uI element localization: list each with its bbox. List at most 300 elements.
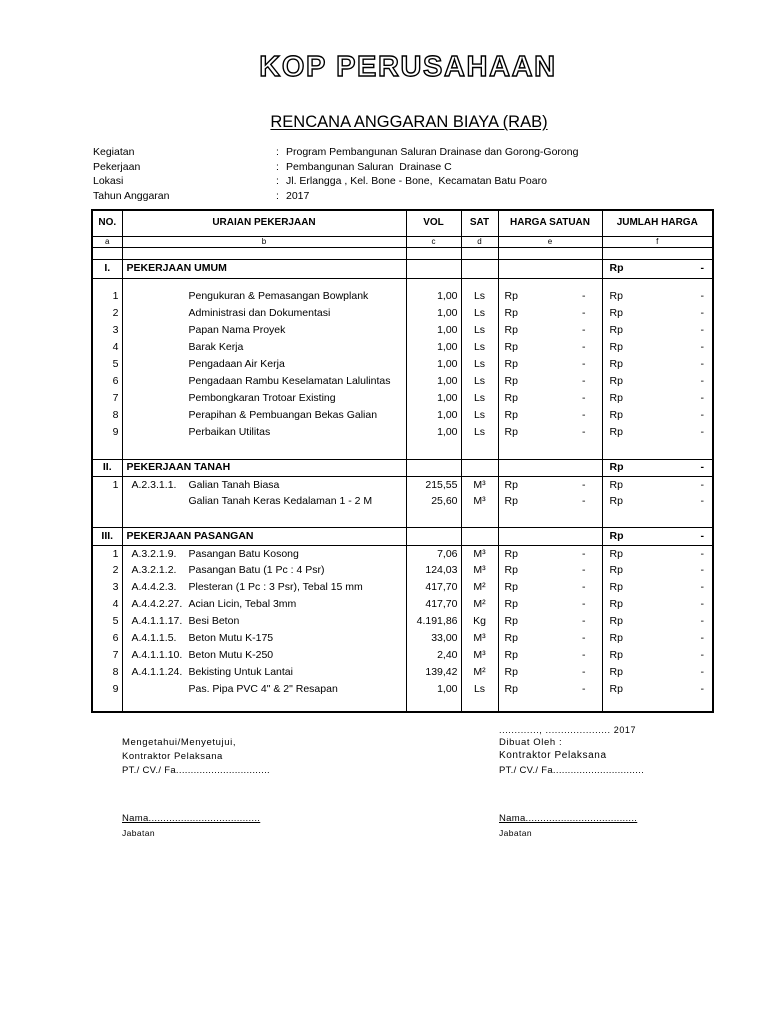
info-value: Pembangunan Saluran Drainase C [286,160,452,173]
currency-label: Rp [609,324,623,337]
currency-label: Rp [504,666,518,679]
currency-label: Rp [609,615,623,628]
item-total-price-wrap [603,633,713,644]
item-unit: Ls [461,356,498,373]
item-unit-price [498,493,602,510]
item-number: 9 [92,424,122,441]
currency-label: Rp [504,478,518,491]
item-total-price-wrap [603,582,713,593]
item-unit-price [498,630,602,647]
empty-cell [122,698,406,712]
item-total-price [602,322,713,339]
item-description-cell [122,613,406,630]
currency-label: Rp [609,375,623,388]
section-total-wrap [603,263,713,274]
item-unit-price [498,339,602,356]
item-total-price [602,424,713,441]
currency-label: Rp [609,426,623,439]
currency-label: Rp [609,666,623,679]
info-separator: : [276,160,279,173]
item-unit: M³ [461,647,498,664]
item-description: Galian Tanah Keras Kedalaman 1 - 2 M [188,495,373,508]
item-volume: 33,00 [406,630,461,647]
info-separator: : [276,190,279,203]
currency-label: Rp [609,495,623,508]
prepared-by-position: Jabatan [499,828,533,838]
currency-label: Rp [504,683,518,696]
item-total-price-wrap [603,650,713,661]
item-number: 1 [92,545,122,562]
prepared-by-role: Kontraktor Pelaksana [499,750,607,761]
item-total-price [602,373,713,390]
table-row [92,424,713,441]
item-volume: 2,40 [406,647,461,664]
column-letter: f [602,236,713,247]
currency-label: Rp [609,262,624,275]
item-unit: Ls [461,424,498,441]
currency-label: Rp [609,547,623,560]
amount-value: - [582,307,586,320]
prepared-by-company: PT./ CV./ Fa............................... [499,765,645,776]
amount-value: - [700,358,704,371]
item-number: 5 [92,356,122,373]
amount-value: - [582,547,586,560]
item-volume: 1,00 [406,305,461,322]
blank-row [92,247,713,259]
item-volume: 1,00 [406,681,461,698]
item-code: A.3.2.1.9. [131,547,177,560]
item-unit-price [498,373,602,390]
item-number: 3 [92,579,122,596]
item-total-price [602,305,713,322]
currency-label: Rp [504,341,518,354]
item-unit-price-wrap [499,633,602,644]
table-row [92,305,713,322]
item-total-price [602,562,713,579]
item-code: A.4.1.1.24. [131,666,183,679]
item-number: 2 [92,562,122,579]
item-unit-price [498,390,602,407]
item-total-price-wrap [603,496,713,507]
info-row-kegiatan [93,145,578,160]
item-unit-price-wrap [499,616,602,627]
item-description-cell [122,390,406,407]
item-total-price-wrap [603,308,713,319]
item-unit-price-wrap [499,496,602,507]
section-total [602,459,713,476]
item-description-cell [122,305,406,322]
item-number: 6 [92,630,122,647]
item-code: A.4.1.1.10. [131,649,183,662]
column-letter: c [406,236,461,247]
item-description-cell [122,373,406,390]
empty-cell [498,259,602,278]
project-info [93,145,578,204]
amount-value: - [700,632,704,645]
item-description: Perapihan & Pembuangan Bekas Galian [188,409,378,422]
info-row-pekerjaan [93,160,578,175]
item-unit: M² [461,596,498,613]
item-description: Besi Beton [188,615,240,628]
item-number: 2 [92,305,122,322]
empty-cell [406,247,461,259]
empty-cell [498,278,602,288]
item-total-price [602,476,713,493]
currency-label: Rp [609,290,623,303]
item-number: 8 [92,664,122,681]
currency-label: Rp [609,461,624,474]
item-unit-price-wrap [499,393,602,404]
currency-label: Rp [609,409,623,422]
item-total-price [602,493,713,510]
item-unit: Ls [461,339,498,356]
item-code: A.4.4.2.27. [131,598,183,611]
empty-cell [602,510,713,527]
item-description: Pengadaan Air Kerja [188,358,285,371]
item-total-price [602,664,713,681]
item-code: A.2.3.1.1. [131,478,177,491]
place-date-line: ............., ..................... 2017 [499,725,637,735]
empty-cell [406,510,461,527]
empty-cell [92,247,122,259]
empty-cell [498,698,602,712]
empty-cell [498,459,602,476]
item-number [92,493,122,510]
section-title: PEKERJAAN PASANGAN [122,527,406,545]
currency-label: Rp [504,290,518,303]
item-total-price [602,407,713,424]
currency-label: Rp [504,358,518,371]
approval-company: PT./ CV./ Fa................................ [122,765,270,776]
empty-cell [461,527,498,545]
empty-cell [406,441,461,459]
spacer-row [92,698,713,712]
amount-value: - [700,615,704,628]
amount-value: - [582,409,586,422]
item-description: Papan Nama Proyek [188,324,286,337]
item-description-cell [122,681,406,698]
item-code: A.4.4.2.3. [131,581,177,594]
currency-label: Rp [504,409,518,422]
item-description-cell [122,493,406,510]
info-value: Jl. Erlangga , Kel. Bone - Bone, Kecamatan Batu Poaro [286,175,547,188]
amount-value: - [700,529,704,542]
empty-cell [498,510,602,527]
amount-value: - [700,375,704,388]
item-total-price [602,288,713,305]
empty-cell [122,441,406,459]
item-total-price-wrap [603,325,713,336]
amount-value: - [582,666,586,679]
table-row [92,356,713,373]
item-volume: 1,00 [406,339,461,356]
empty-cell [461,510,498,527]
section-total-wrap [603,531,713,542]
section-total-wrap [603,462,713,473]
item-total-price [602,356,713,373]
item-number: 5 [92,613,122,630]
item-volume: 124,03 [406,562,461,579]
amount-value: - [700,290,704,303]
item-description: Administrasi dan Dokumentasi [188,307,331,320]
amount-value: - [582,375,586,388]
currency-label: Rp [504,564,518,577]
item-description: Perbaikan Utilitas [188,426,271,439]
item-description: Pembongkaran Trotoar Existing [188,392,336,405]
item-description: Beton Mutu K-175 [188,632,274,645]
item-unit-price-wrap [499,684,602,695]
item-total-price-wrap [603,616,713,627]
amount-value: - [700,461,704,474]
empty-cell [406,698,461,712]
empty-cell [92,510,122,527]
table-row [92,322,713,339]
item-unit-price [498,476,602,493]
item-description: Galian Tanah Biasa [188,478,280,491]
item-total-price-wrap [603,684,713,695]
item-description-cell [122,407,406,424]
section-number: III. [92,527,122,545]
spacer-row [92,441,713,459]
currency-label: Rp [609,598,623,611]
table-row [92,407,713,424]
document-title: RENCANA ANGGARAN BIAYA (RAB) [270,113,548,131]
currency-label: Rp [609,341,623,354]
item-unit-price-wrap [499,291,602,302]
spacer-row [92,510,713,527]
item-description: Pasangan Batu Kosong [188,547,299,560]
table-row [92,476,713,493]
empty-cell [92,278,122,288]
item-unit-price-wrap [499,342,602,353]
empty-cell [602,278,713,288]
item-total-price [602,613,713,630]
item-volume: 1,00 [406,288,461,305]
amount-value: - [582,341,586,354]
prepared-by-label: Dibuat Oleh : [499,737,563,748]
table-row [92,681,713,698]
table-header-row [92,210,713,236]
item-number: 1 [92,476,122,493]
empty-cell [92,698,122,712]
column-letter-row [92,236,713,247]
item-unit-price-wrap [499,599,602,610]
item-unit-price [498,562,602,579]
amount-value: - [582,683,586,696]
item-volume: 215,55 [406,476,461,493]
item-description: Pengadaan Rambu Keselamatan Lalulintas [188,375,391,388]
info-label: Tahun Anggaran [93,190,170,203]
item-description-cell [122,322,406,339]
empty-cell [406,278,461,288]
column-letter: e [498,236,602,247]
section-total [602,259,713,278]
amount-value: - [582,632,586,645]
item-volume: 1,00 [406,407,461,424]
header-uraian: URAIAN PEKERJAAN [122,210,406,236]
item-unit-price [498,647,602,664]
amount-value: - [582,649,586,662]
empty-cell [461,278,498,288]
item-total-price [602,647,713,664]
item-number: 7 [92,390,122,407]
info-label: Pekerjaan [93,160,141,173]
header-harga-satuan: HARGA SATUAN [498,210,602,236]
empty-cell [461,441,498,459]
amount-value: - [700,666,704,679]
currency-label: Rp [504,375,518,388]
item-unit: Ls [461,305,498,322]
empty-cell [498,527,602,545]
approval-label: Mengetahui/Menyetujui, [122,737,237,748]
info-separator: : [276,175,279,188]
item-unit-price-wrap [499,667,602,678]
approval-name-line: Nama...................................... [122,813,261,824]
amount-value: - [700,547,704,560]
table-row [92,339,713,356]
info-label: Lokasi [93,175,124,188]
item-unit: M³ [461,562,498,579]
currency-label: Rp [504,495,518,508]
empty-cell [602,247,713,259]
approval-role: Kontraktor Pelaksana [122,751,223,762]
empty-cell [406,259,461,278]
currency-label: Rp [504,649,518,662]
item-total-price-wrap [603,342,713,353]
empty-cell [406,527,461,545]
header-jumlah-harga: JUMLAH HARGA [602,210,713,236]
currency-label: Rp [609,478,623,491]
item-unit: Kg [461,613,498,630]
amount-value: - [582,564,586,577]
info-separator: : [276,146,279,158]
amount-value: - [582,392,586,405]
amount-value: - [700,426,704,439]
item-unit: M³ [461,493,498,510]
item-description-cell [122,424,406,441]
section-number: II. [92,459,122,476]
item-volume: 7,06 [406,545,461,562]
amount-value: - [582,358,586,371]
section-header-row [92,527,713,545]
table-row [92,664,713,681]
currency-label: Rp [609,632,623,645]
item-total-price-wrap [603,393,713,404]
item-volume: 1,00 [406,356,461,373]
table-row [92,579,713,596]
item-volume: 1,00 [406,322,461,339]
empty-cell [461,247,498,259]
section-header-row [92,459,713,476]
item-total-price-wrap [603,667,713,678]
item-volume: 1,00 [406,373,461,390]
item-unit-price-wrap [499,565,602,576]
approval-position: Jabatan [122,828,156,838]
item-description: Pasangan Batu (1 Pc : 4 Psr) [188,564,325,577]
column-letter: b [122,236,406,247]
table-row [92,373,713,390]
item-description: Pengukuran & Pemasangan Bowplank [188,290,369,303]
amount-value: - [700,581,704,594]
item-unit: Ls [461,288,498,305]
item-unit-price [498,545,602,562]
company-letterhead: KOP PERUSAHAAN [259,51,557,83]
item-unit-price-wrap [499,549,602,560]
item-description-cell [122,356,406,373]
item-description-cell [122,339,406,356]
item-total-price-wrap [603,359,713,370]
item-number: 6 [92,373,122,390]
prepared-by-name-line: Nama...................................... [499,813,638,824]
item-number: 4 [92,339,122,356]
amount-value: - [700,598,704,611]
item-total-price-wrap [603,291,713,302]
item-unit-price [498,288,602,305]
item-total-price [602,579,713,596]
item-unit-price-wrap [499,650,602,661]
item-total-price [602,339,713,356]
item-unit-price [498,322,602,339]
currency-label: Rp [609,529,624,542]
empty-cell [602,698,713,712]
item-unit: Ls [461,407,498,424]
currency-label: Rp [504,598,518,611]
item-unit-price [498,596,602,613]
item-unit-price-wrap [499,480,602,491]
item-description: Beton Mutu K-250 [188,649,274,662]
info-label: Kegiatan [93,146,135,158]
currency-label: Rp [504,547,518,560]
item-total-price-wrap [603,599,713,610]
amount-value: - [582,290,586,303]
item-unit-price-wrap [499,308,602,319]
empty-cell [461,698,498,712]
table-row [92,288,713,305]
item-total-price [602,596,713,613]
header-no: NO. [92,210,122,236]
amount-value: - [700,478,704,491]
currency-label: Rp [504,615,518,628]
item-volume: 417,70 [406,579,461,596]
item-code: A.3.2.1.2. [131,564,177,577]
item-unit: M³ [461,476,498,493]
item-total-price [602,545,713,562]
table-row [92,493,713,510]
amount-value: - [700,262,704,275]
item-volume: 139,42 [406,664,461,681]
currency-label: Rp [504,324,518,337]
info-value: Program Pembangunan Saluran Drainase dan Gorong-Gorong [286,146,579,158]
item-description-cell [122,545,406,562]
item-unit-price [498,579,602,596]
item-unit: M³ [461,545,498,562]
amount-value: - [700,324,704,337]
item-unit-price [498,356,602,373]
info-row-lokasi [93,174,578,189]
currency-label: Rp [504,581,518,594]
item-unit-price-wrap [499,359,602,370]
item-code: A.4.1.1.5. [131,632,177,645]
item-unit-price-wrap [499,376,602,387]
item-description: Bekisting Untuk Lantai [188,666,293,679]
currency-label: Rp [609,307,623,320]
amount-value: - [700,409,704,422]
currency-label: Rp [609,392,623,405]
info-value: 2017 [286,190,310,203]
amount-value: - [700,495,704,508]
item-unit-price [498,424,602,441]
table-row [92,596,713,613]
